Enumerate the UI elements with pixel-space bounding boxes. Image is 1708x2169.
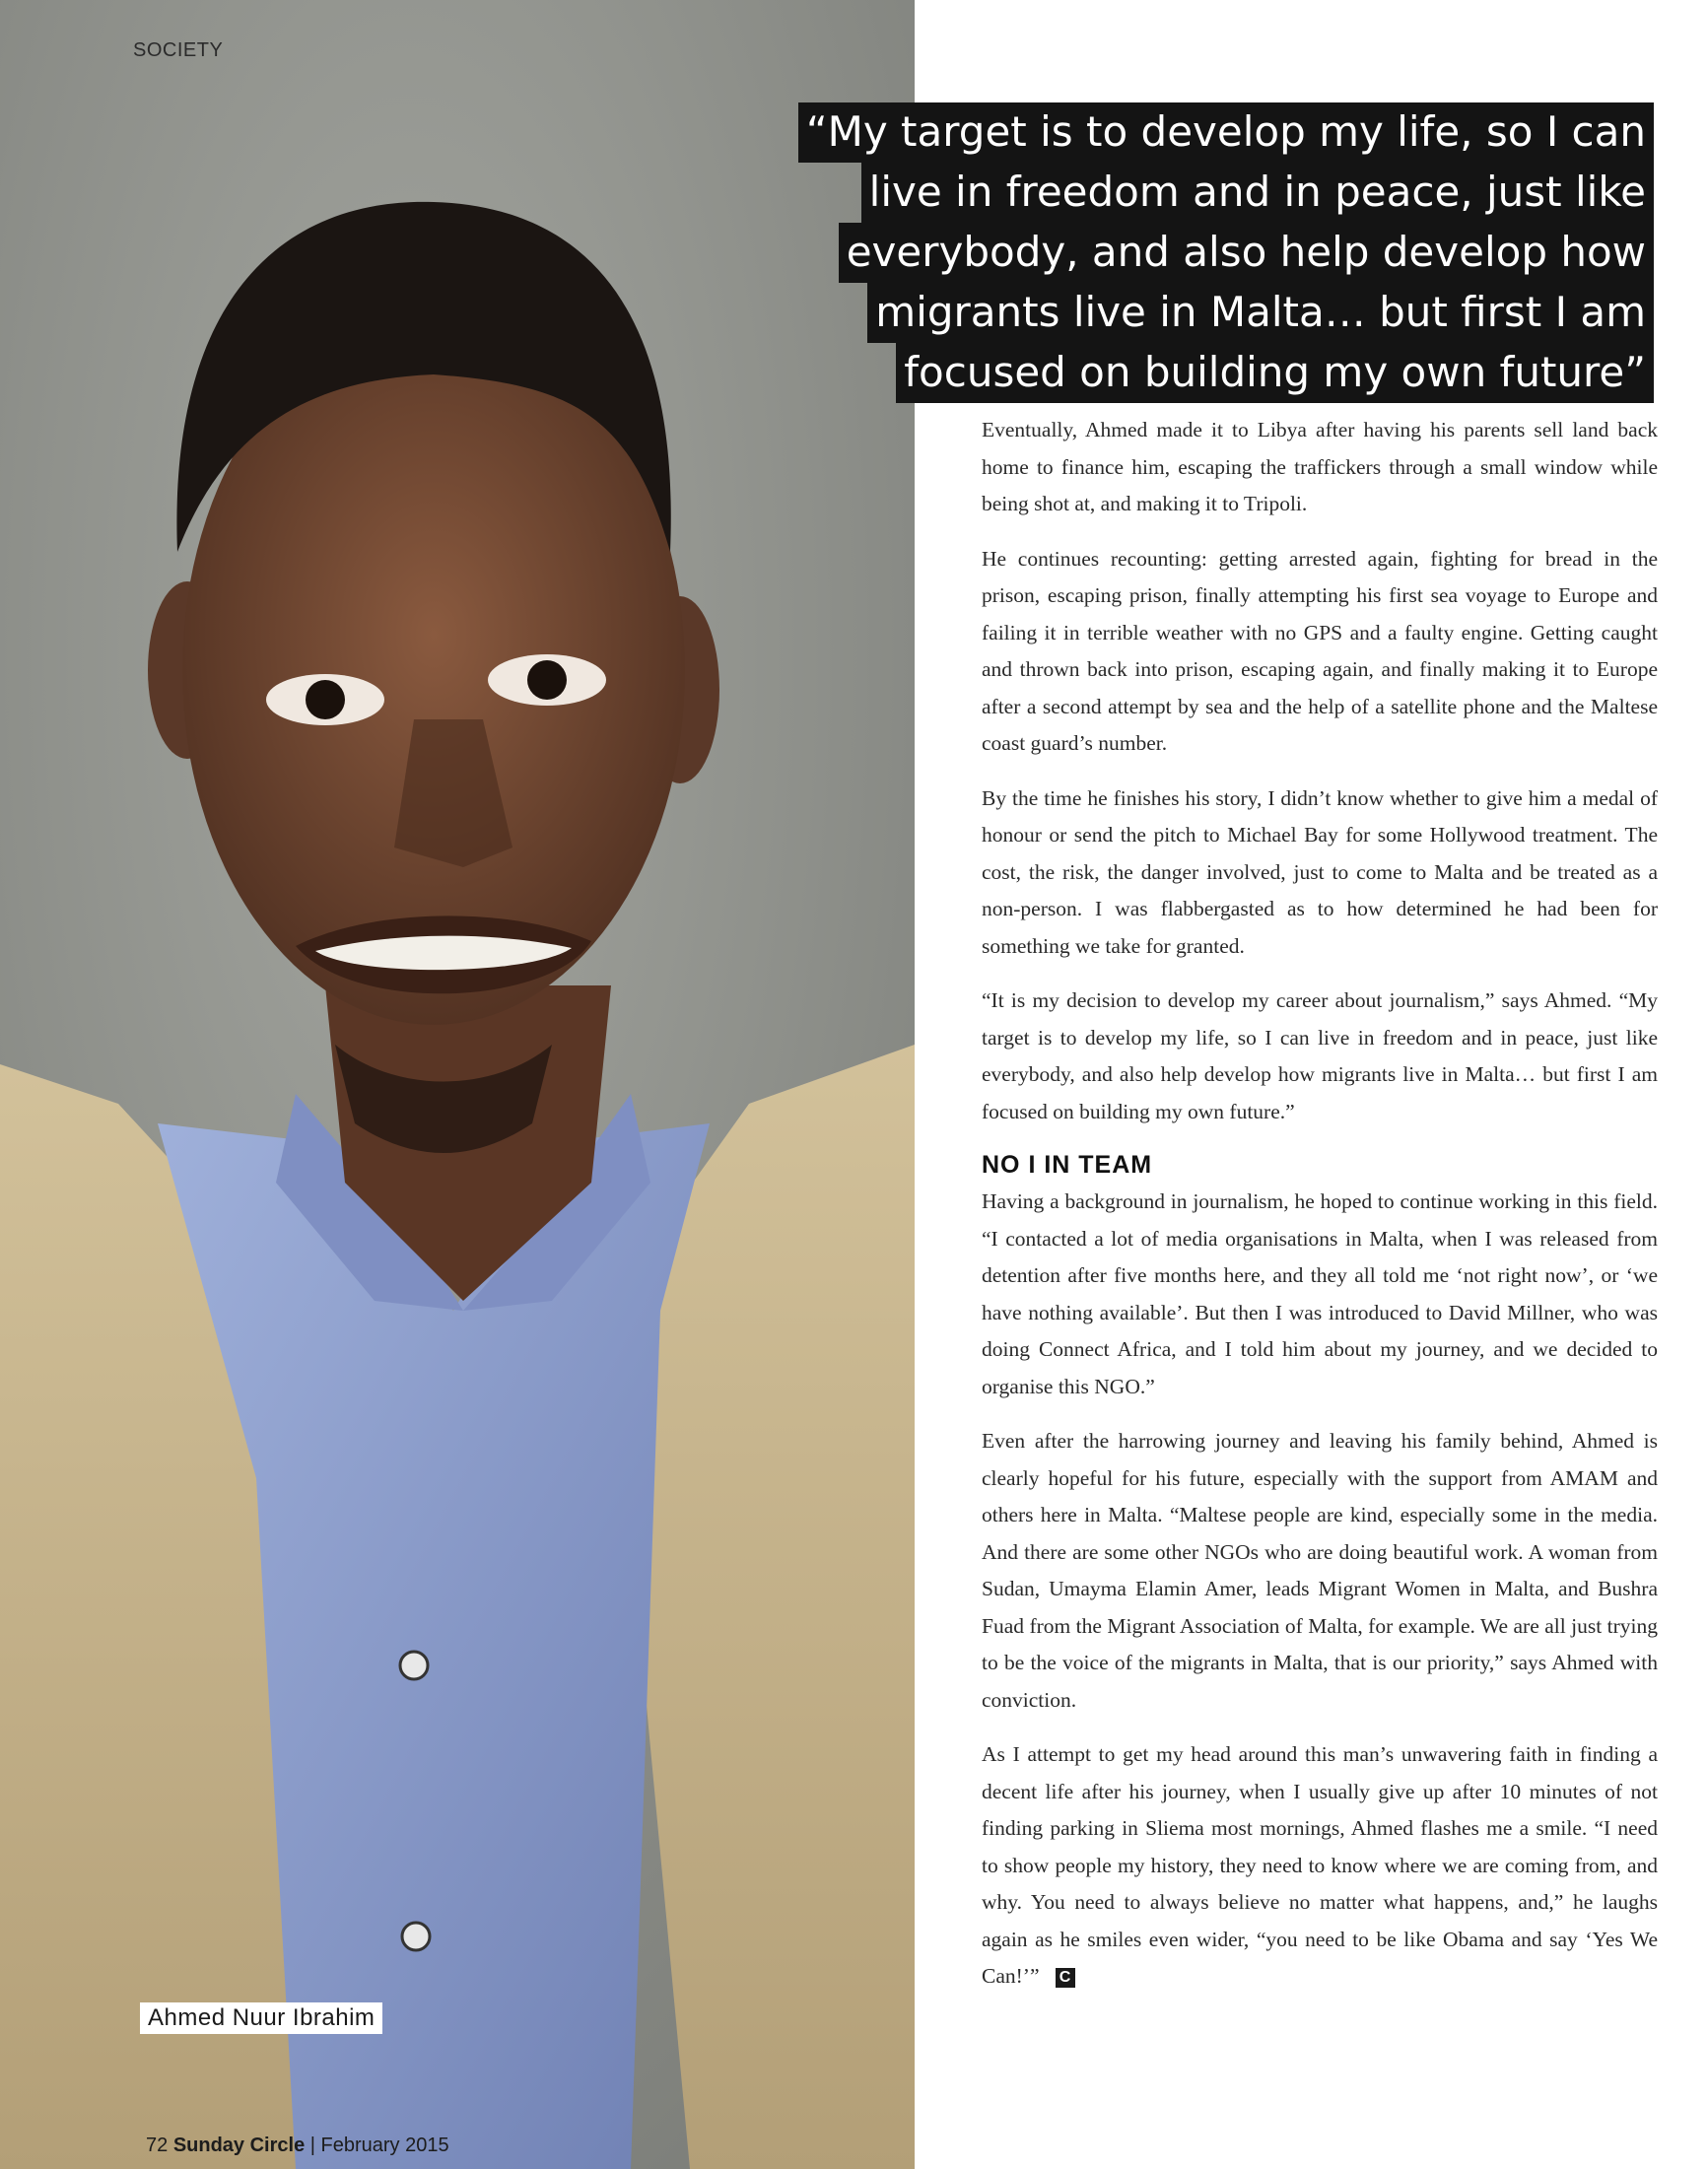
pull-quote-line: “My target is to develop my life, so I can [798, 102, 1654, 163]
paragraph: Eventually, Ahmed made it to Libya after having his parents sell land back home to finance him, escaping the traffickers through a small window while being shot at, and making it to Tripoli. [982, 418, 1658, 515]
pull-quote-line: migrants live in Malta… but first I am [867, 283, 1654, 343]
paragraph: Having a background in journalism, he hoped to continue working in this field. “I contacted a lot of media organisations in Malta, when I was released from detention after five months here, and they all told me ‘not right now’, or ‘we have nothing available’. But then I was introduced to David Millner, who was doing Connect Africa, and I told him about my journey, and we decided to organise this NGO.” [982, 1189, 1658, 1398]
article-body [982, 412, 1658, 2013]
issue-date: February 2015 [320, 2135, 449, 2156]
paragraph: By the time he finishes his story, I didn’t know whether to give him a medal of honour or send the pitch to Michael Bay for some Hollywood treatment. The cost, the risk, the danger involved, just to come to Malta and be treated as a non-person. I was flabbergasted as to how determined he had been for something we take for granted. [982, 785, 1658, 958]
pull-quote-line: focused on building my own future” [896, 343, 1654, 403]
photo-caption: Ahmed Nuur Ibrahim [140, 2002, 382, 2034]
subheading: NO I IN TEAM [982, 1151, 1153, 1179]
pull-quote-line: live in freedom and in peace, just like [861, 163, 1654, 223]
pull-quote-line: everybody, and also help develop how [839, 223, 1654, 283]
final-paragraph-text: As I attempt to get my head around this man’s unwavering faith in finding a decent life after his journey, when I usually give up after 10 minutes of not finding parking in Sliema most mornings, Ahmed flashes me a smile. “I need to show people my history, they need to know where we are coming from, and why. You need to always believe no matter what happens, and,” he laughs again as he smiles even wider, “you need to be like Obama and say ‘Yes We Can!’” [982, 1742, 1658, 1988]
paragraph: Even after the harrowing journey and leaving his family behind, Ahmed is clearly hopeful for his future, especially with the support from AMAM and others here in Malta. “Maltese people are kind, especially some in the media. And there are some other NGOs who are doing beautiful work. A woman from Sudan, Umayma Elamin Amer, leads Migrant Women in Malta, and Bushra Fuad from the Migrant Association of Malta, for example. We are all just trying to be the voice of the migrants in Malta, that is our priority,” says Ahmed with conviction. [982, 1429, 1658, 1712]
page-footer [146, 2135, 449, 2157]
final-paragraph [982, 1736, 1658, 1996]
section-label: SOCIETY [133, 39, 224, 61]
magazine-name: Sunday Circle [172, 2135, 306, 2156]
footer-separator: | [309, 2135, 315, 2156]
paragraph: “It is my decision to develop my career about journalism,” says Ahmed. “My target is to develop my life, so I can live in freedom and in peace, just like everybody, and also help develop how migrants live in Malta… but first I am focused on building my own future.” [982, 988, 1658, 1123]
page-number: 72 [146, 2135, 169, 2156]
pull-quote [668, 102, 1654, 403]
paragraph: He continues recounting: getting arrested again, fighting for bread in the prison, escaping prison, finally attempting his first sea voyage to Europe and failing it in terrible weather with no GPS and a faulty engine. Getting caught and thrown back into prison, escaping again, and finally making it to Europe after a second attempt by sea and the help of a satellite phone and the Maltese coast guard’s number. [982, 546, 1658, 755]
end-mark-icon: C [1056, 1968, 1075, 1988]
